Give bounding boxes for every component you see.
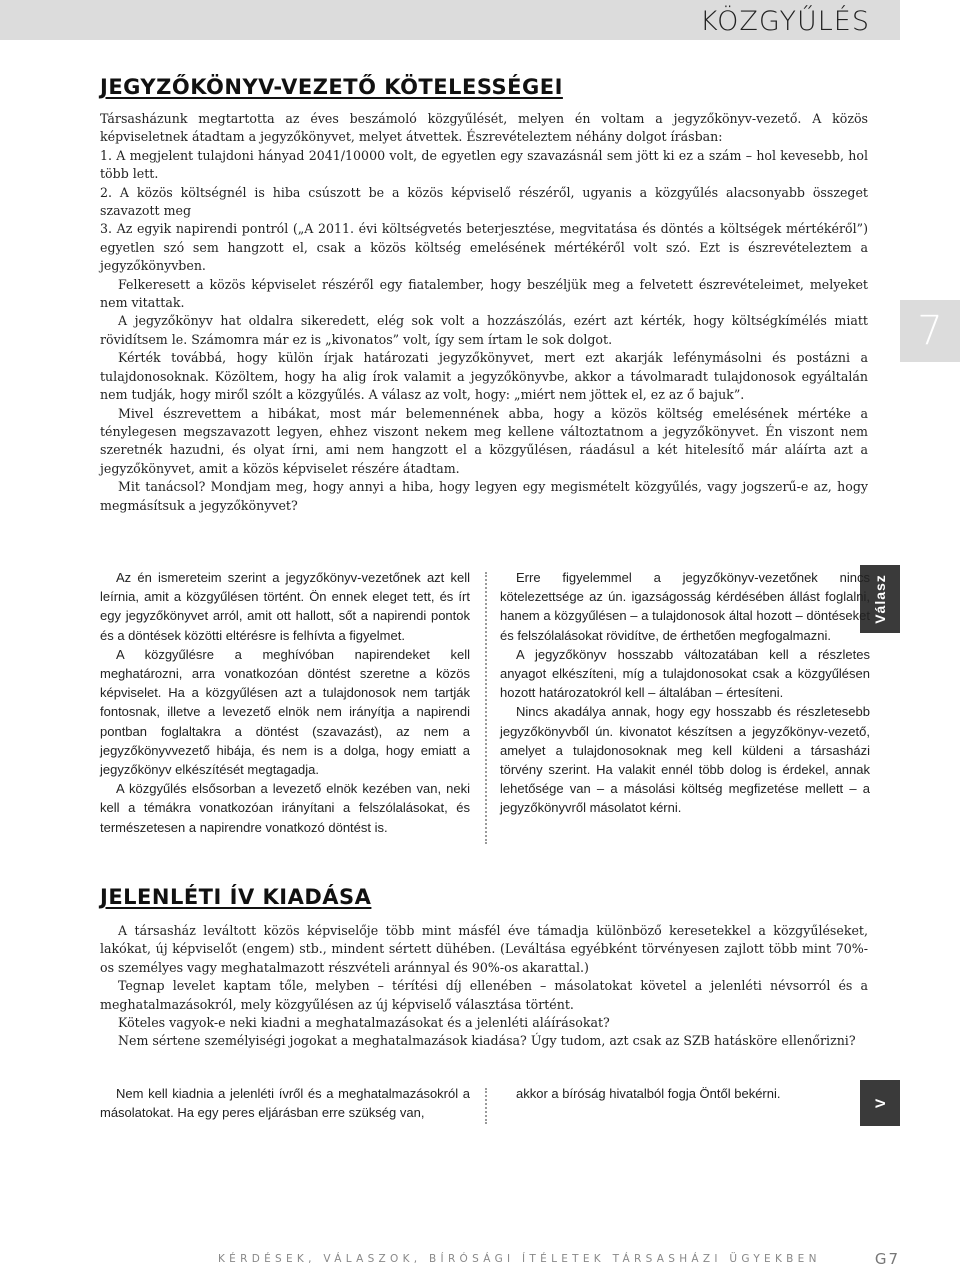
answer-paragraph: Erre figyelemmel a jegyzőkönyv-vezetőnek nincs kötelezettsége az ún. igazságosság kérdésében állást foglalni, hanem a közgyűlésen – a tulajdonosok által hozott – döntéseket és felszólalásokat rövidítve, de érthetően megfogalmazni. [500,570,870,643]
question-paragraph: Köteles vagyok-e neki kiadni a meghatalmazásokat és a jelenléti aláírásokat? [118,1015,610,1031]
page-number: G7 [874,1250,900,1268]
question-paragraph: 3. Az egyik napirendi pontról („A 2011. évi költségvetés beterjesztése, megvitatása és döntés a költségek mértékéről”) egyetlen szó sem hangzott el, csak a közös költség emelésének mértékéről volt szó. Ezt is észrevételeztem a jegyzőkönyvben. [100,221,868,274]
question-paragraph: Tegnap levelet kaptam tőle, melyben – térítési díj ellenében – másolatokat követel a jelenléti névsorról és a meghatalmazásokról, mely közgyűlésen az új képviselő választása történt. [100,978,868,1012]
question-paragraph: Társasházunk megtartotta az éves beszámoló közgyűlését, melyen én voltam a jegyzőkönyv-vezető. A közös képviseletnek átadtam a jegyzőkönyvet, melyet átvettek. Észrevételeztem néhány dolgot írásban: [100,111,868,145]
answer-tab-label: Válasz [872,574,888,624]
answer-paragraph: Nem kell kiadnia a jelenléti ívről és a meghatalmazásokról a másolatokat. Ha egy peres eljárásban erre szükség van, [100,1086,470,1121]
section1-question [100,110,868,515]
section1-heading: JEGYZŐKÖNYV-VEZETŐ KÖTELESSÉGEI [100,75,563,99]
column-divider [485,1088,487,1124]
question-paragraph: 2. A közös költségnél is hiba csúszott be a közös képviselő részéről, ugyanis a közgyűlés alacsonyabb összeget szavazott meg [100,184,868,219]
answer-paragraph: Az én ismereteim szerint a jegyzőkönyv-vezetőnek azt kell leírnia, amit a közgyűlésen történt. Ön ennek eleget tett, és írt egy jegyzőkönyvet arról, amit ott hallott, sőt a napirendi pontok és a döntések közötti eltérésre is felhívta a figyelmet. [100,570,470,643]
section1-answer-right [500,568,870,818]
answer-paragraph: A közgyűlésre a meghívóban napirendeket kell meghatározni, arra vonatkozóan döntést szeretne a közös képviselet. Ha a közgyűlésen azt a tulajdonosok nem tartják fontosnak, illetve a levezető elnök nem irányítja a napirendi pontban foglaltakra a döntést (szavazást), az nem a jegyzőkönyvvezető hibája, és nem is a dolga, hogy emiatt a jegyzőkönyv elkészítését megtagadja. [100,646,470,778]
question-paragraph: Nem sértene személyiségi jogokat a meghatalmazások kiadása? Úgy tudom, azt csak az SZB hatásköre ellenőrizni? [118,1033,856,1049]
answer-paragraph: akkor a bíróság hivatalból fogja Öntől bekérni. [516,1086,781,1101]
section2-question [100,922,868,1051]
answer-paragraph: A jegyzőkönyv hosszabb változatában kell a részletes anyagot elkészíteni, míg a tulajdonosokat csak a közgyűlésen hozott határozatokról kell – általában – értesíteni. [500,646,870,701]
section2-heading: JELENLÉTI ÍV KIADÁSA [100,885,372,909]
answer-paragraph: A közgyűlés elsősorban a levezető elnök kezében van, neki kell a témákra vonatkozóan irányítani a felszólalásokat, és természetesen a napirendre vonatkozó döntést is. [100,781,470,835]
section2-answer-left [100,1084,470,1122]
question-paragraph: Kérték továbbá, hogy külön írjak határozati jegyzőkönyvet, mert ezt akarják lefénymásolni és postázni a tulajdonosoknak. Közöltem, hogy ha alig írok valamit a jegyzőkönyvbe, akkor a távolmaradt tulajdonosok egyáltalán nem tudják, hogy miről szólt a közgyűlés. A válasz az volt, hogy: „miért nem jöttek el, ez az ő bajuk”. [100,350,868,403]
answer-paragraph: Nincs akadálya annak, hogy egy hosszabb és részletesebb jegyzőkönyvből ún. kivonatot készítsen a jegyzőkönyv-vezető, amelyet a tulajdonosoknak meg kell küldeni a társasházi törvény szerint. Ha valakit ennél több dolog is érdekel, annak lehetősége van – a másolási költség megfizetése mellett – a jegyzőkönyvről másolatot kérni. [500,704,870,816]
footer-text: KÉRDÉSEK, VÁLASZOK, BÍRÓSÁGI ÍTÉLETEK TÁRSASHÁZI ÜGYEKBEN [218,1253,821,1265]
question-paragraph: A jegyzőkönyv hat oldalra sikeredett, elég sok volt a hozzászólás, ezért azt kérték, hogy költségkímélés miatt rövidítsem le. Számomra már ez is „kivonatos” volt, így sem írtam le sok dolgot. [100,313,868,347]
section2-answer-right [500,1084,870,1103]
question-paragraph: Felkeresett a közös képviselet részéről egy fiatalember, hogy beszéljük meg a felvetett észrevételeimet, melyeket nem vitattak. [100,276,868,311]
question-paragraph: 1. A megjelent tulajdoni hányad 2041/10000 volt, de egyetlen egy szavazásnál sem jött ki ez a szám – hol kevesebb, hol több lett. [100,147,868,182]
question-paragraph: A társasház leváltott közös képviselője több mint másfél éve támadja különböző keresetekkel a közgyűléseket, lakókat, új képviselőt (engem) stb., mindent sértett dühében. (Leváltása egyébként törvényesen zajlott több mint 70%-os személyes vagy meghatalmazott részvételi aránnyal és 90%-os akarattal.) [100,923,868,975]
column-divider [485,572,487,844]
question-paragraph: Mit tanácsol? Mondjam meg, hogy annyi a hiba, hogy legyen egy megismételt közgyűlés, vagy jogszerű-e az, hogy megmásítsuk a jegyzőkönyvet? [100,479,868,513]
question-paragraph: Mivel észrevettem a hibákat, most már belemennének abba, hogy a közös költség emelésének mértéke a ténylegesen megszavazott legyen, ehhez viszont nekem meg kellene változtatnom a jegyzőkönyvet. Én viszont nem szeretnék hazudni, és olyat írni, ami nem hangzott el a közgyűlésen, ráadásul a két hitelesítő már aláírta azt a jegyzőkönyvet, amit a közös képviselet részére átadtam. [100,405,868,476]
side-page-number: 7 [900,300,960,362]
answer-tab-label: V [872,1097,888,1109]
section1-answer-left [100,568,470,837]
header-title: KÖZGYŰLÉS [699,6,870,37]
